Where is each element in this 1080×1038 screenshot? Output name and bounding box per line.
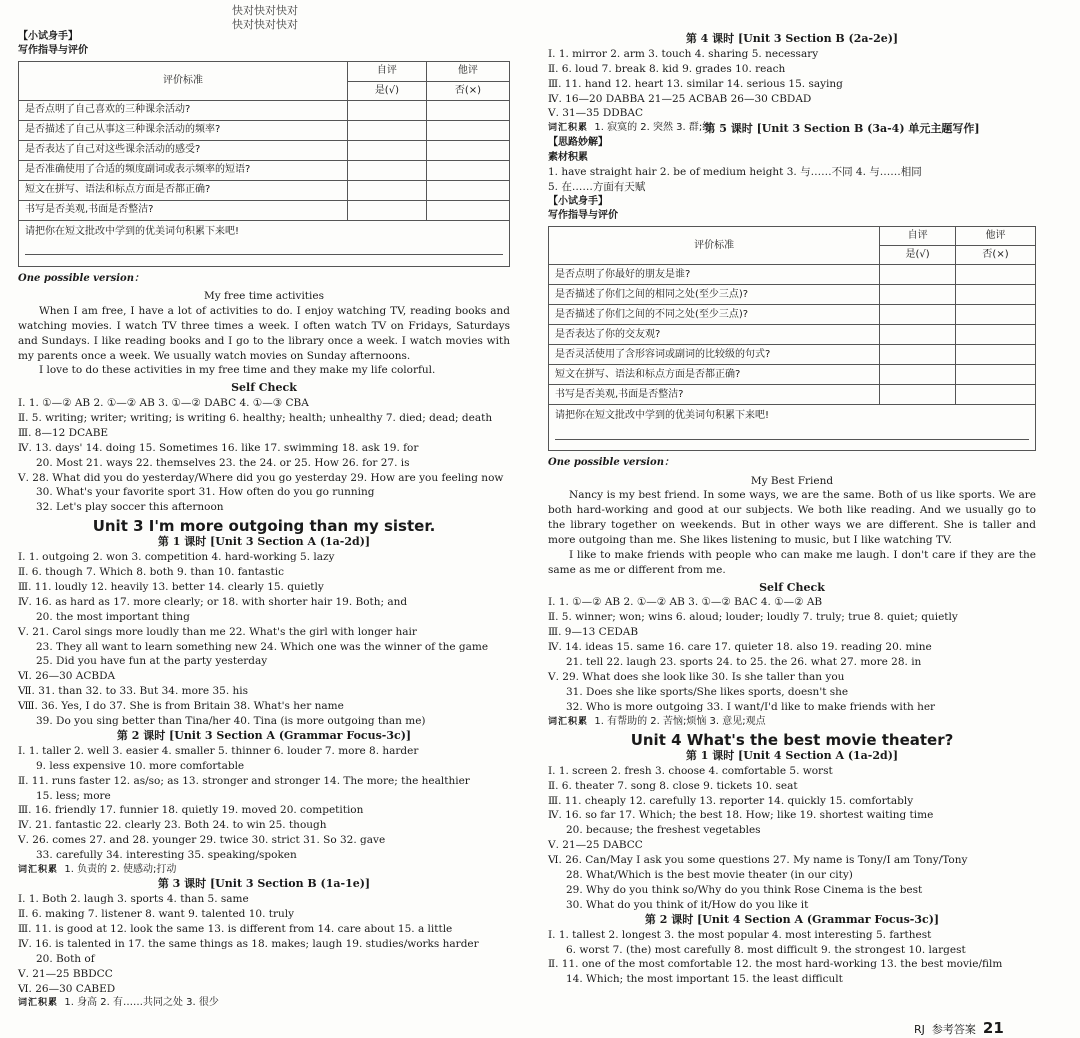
table-row [19, 180, 510, 200]
lesson-heading: 第 1 课时 [Unit 4 Section A (1a-2d)] [685, 748, 899, 762]
answer-line: Ⅳ. 16. is talented in 17. the same things as 18. makes; laugh 19. studies/works harder [18, 937, 479, 950]
answer-line: Ⅲ. 11. loudly 12. heavily 13. better 14. clearly 15. quietly [18, 580, 324, 593]
table-row [549, 325, 1036, 345]
answer-line: 5. 在……方面有天赋 [548, 180, 646, 193]
answer-line: 6. worst 7. (the) most carefully 8. most difficult 9. the strongest 10. largest [566, 943, 966, 956]
no-label: 否(×) [956, 246, 1036, 265]
peer-eval-header: 他评 [956, 226, 1036, 245]
lesson-heading: 第 2 课时 [Unit 3 Section A (Grammar Focus-3c)] [116, 728, 412, 742]
answer-line: Ⅲ. 16. friendly 17. funnier 18. quietly 19. moved 20. competition [18, 804, 364, 817]
watermark-line: 快对快对快对 [232, 4, 298, 17]
one-possible-version-label: One possible version： [548, 457, 674, 469]
vocab-text: 1. 寂寞的 2. 突然 3. 群;组 [594, 122, 713, 134]
lesson-heading: 第 4 课时 [Unit 3 Section B (2a-2e)] [685, 32, 899, 45]
answer-line: Ⅴ. 26. comes 27. and 28. younger 29. twice 30. strict 31. So 32. gave [18, 834, 386, 847]
table-row [549, 265, 1036, 285]
criterion: 是否表达了自己对这些课余活动的感受? [19, 140, 348, 160]
answer-line: 28. What/Which is the best movie theater (in our city) [566, 869, 853, 882]
answer-line: 20. the most important thing [36, 610, 190, 623]
vocab-line [548, 715, 1036, 729]
answer-line: 14. Which; the most important 15. the least difficult [566, 973, 843, 986]
criterion: 是否准确使用了合适的频度副词或表示频率的短语? [19, 160, 348, 180]
criterion: 是否点明了你最好的朋友是谁? [549, 265, 880, 285]
lesson-heading: 第 2 课时 [Unit 4 Section A (Grammar Focus-3c)] [644, 912, 940, 926]
answer-line: Ⅴ. 31—35 DDBAC [548, 107, 643, 120]
table-row [549, 345, 1036, 365]
answer-line: Ⅳ. 21. fantastic 22. clearly 23. Both 24. to win 25. though [18, 819, 327, 832]
answer-line: Ⅴ. 21. Carol sings more loudly than me 22. What's the girl with longer hair [18, 625, 417, 638]
criterion: 书写是否美观,书面是否整洁? [19, 200, 348, 220]
answer-line: 32. Let's play soccer this afternoon [36, 501, 224, 514]
unit-3-title: Unit 3 I'm more outgoing than my sister. [92, 517, 436, 536]
evaluation-table [18, 61, 510, 266]
yes-label: 是(√) [880, 246, 956, 265]
answer-line: Ⅱ. 6. though 7. Which 8. both 9. than 10. fantastic [18, 565, 284, 578]
try-label: 【小试身手】 [548, 195, 608, 207]
answer-line: Ⅰ. 1. taller 2. well 3. easier 4. smaller 5. thinner 6. louder 7. more 8. harder [18, 744, 419, 757]
answer-line: Ⅰ. 1. Both 2. laugh 3. sports 4. than 5. same [18, 893, 249, 906]
one-possible-version-label: One possible version： [18, 272, 144, 284]
footer-label: 参考答案 [931, 1023, 976, 1036]
essay-paragraph: I like to make friends with people who can make me laugh. I don't care if they are the same as me or different from me. [548, 549, 1036, 576]
answer-line: Ⅱ. 6. loud 7. break 8. kid 9. grades 10. reach [548, 62, 786, 75]
answer-line: Ⅰ. 1. outgoing 2. won 3. competition 4. hard-working 5. lazy [18, 551, 335, 564]
self-eval-header: 自评 [880, 226, 956, 245]
answer-line: 31. Does she like sports/She likes sports, doesn't she [566, 685, 849, 698]
left-column [18, 0, 510, 1011]
answer-line: Ⅴ. 21—25 DABCC [548, 839, 643, 852]
answer-line: 20. Both of [36, 952, 95, 965]
answer-line: Ⅳ. 16—20 DABBA 21—25 ACBAB 26—30 CBDAD [548, 92, 812, 105]
criterion: 是否灵活使用了含形容词或副词的比较级的句式? [549, 345, 880, 365]
thinking-label: 【思路妙解】 [548, 137, 608, 149]
answer-line: 20. because; the freshest vegetables [566, 824, 761, 837]
answer-line: 39. Do you sing better than Tina/her 40. Tina (is more outgoing than me) [36, 715, 426, 728]
answer-line: Ⅱ. 11. runs faster 12. as/so; as 13. stronger and stronger 14. The more; the healthier [18, 774, 470, 787]
criterion: 短文在拼写、语法和标点方面是否都正确? [549, 365, 880, 385]
vocab-label: 词汇积累 [18, 865, 59, 876]
table-row [19, 140, 510, 160]
answer-line: Ⅱ. 5. winner; won; wins 6. aloud; louder; loudly 7. truly; true 8. quiet; quietly [548, 611, 958, 624]
answer-line: 30. What's your favorite sport 31. How often do you go running [36, 486, 375, 499]
criterion: 短文在拼写、语法和标点方面是否都正确? [19, 180, 348, 200]
answer-line: Ⅰ. 1. ①—② AB 2. ①—② AB 3. ①—② DABC 4. ①—③ CBA [18, 396, 309, 409]
table-row [19, 200, 510, 220]
answer-line: Ⅲ. 11. is good at 12. look the same 13. is different from 14. care about 15. a little [18, 922, 453, 935]
essay-paragraph: When I am free, I have a lot of activities to do. I enjoy watching TV, reading books and watching movies. I watch TV three times a week. I often watch TV on Fridays, Saturdays and Sundays. I like reading books and I go to the library once a week. I watch movies with my parents once a week. We usually watch movies on Sunday afternoons. [18, 304, 510, 362]
no-label: 否(×) [426, 81, 509, 100]
answer-line: 29. Why do you think so/Why do you think Rose Cinema is the best [566, 884, 923, 897]
guide-label: 写作指导与评价 [548, 209, 618, 221]
answer-line: Ⅴ. 21—25 BBDCC [18, 967, 113, 980]
answer-line: Ⅱ. 6. theater 7. song 8. close 9. tickets 10. seat [548, 779, 798, 792]
lesson-heading: 第 1 课时 [Unit 3 Section A (1a-2d)] [157, 535, 371, 549]
material-label: 素材积累 [548, 151, 588, 163]
answer-line: Ⅳ. 16. as hard as 17. more clearly; or 18. with shorter hair 19. Both; and [18, 595, 408, 608]
answer-line: 21. tell 22. laugh 23. sports 24. to 25. the 26. what 27. more 28. in [566, 656, 922, 669]
page-number: 21 [982, 1019, 1004, 1037]
table-row [549, 305, 1036, 325]
final-note-cell [19, 220, 510, 266]
unit-4-title: Unit 4 What's the best movie theater? [630, 730, 954, 749]
criterion: 是否点明了自己喜欢的三种课余活动? [19, 100, 348, 120]
writing-line [25, 249, 503, 255]
final-note-cell [549, 405, 1036, 451]
table-row [19, 160, 510, 180]
answer-line: 25. Did you have fun at the party yesterday [36, 655, 268, 668]
vocab-text: 1. 有帮助的 2. 苦恼;烦恼 3. 意见;观点 [594, 715, 766, 727]
answer-line: Ⅳ. 16. so far 17. Which; the best 18. How; like 19. shortest waiting time [548, 809, 934, 822]
criterion: 书写是否美观,书面是否整洁? [549, 385, 880, 405]
essay-title: My Best Friend [750, 474, 834, 487]
page-footer [914, 1018, 1004, 1038]
vocab-line [18, 863, 510, 877]
right-column [548, 0, 1036, 987]
self-check-heading: Self Check [759, 580, 825, 594]
table-row [549, 285, 1036, 305]
answer-line: Ⅰ. 1. tallest 2. longest 3. the most popular 4. most interesting 5. farthest [548, 928, 932, 941]
answer-line: Ⅲ. 11. cheaply 12. carefully 13. reporter 14. quickly 15. comfortably [548, 794, 914, 807]
table-row [19, 100, 510, 120]
watermark-line: 快对快对快对 [232, 18, 298, 32]
final-note: 请把你在短文批改中学到的优美词句积累下来吧! [25, 225, 240, 237]
try-label: 【小试身手】 [18, 31, 78, 42]
edition-code: RJ [914, 1023, 925, 1036]
vocab-line [18, 996, 510, 1010]
answer-line: Ⅷ. 36. Yes, I do 37. She is from Britain 38. What's her name [18, 700, 344, 713]
answer-line: Ⅴ. 28. What did you do yesterday/Where did you go yesterday 29. How are you feeling now [18, 471, 504, 484]
final-note: 请把你在短文批改中学到的优美词句积累下来吧! [555, 410, 770, 422]
criterion: 是否表达了你的交友观? [549, 325, 880, 345]
answer-line: Ⅴ. 29. What does she look like 30. Is she taller than you [548, 671, 845, 684]
yes-label: 是(√) [347, 81, 426, 100]
answer-line: 32. Who is more outgoing 33. I want/I'd like to make friends with her [566, 700, 936, 713]
answer-line: 23. They all want to learn something new 24. Which one was the winner of the game [36, 640, 489, 653]
peer-eval-header: 他评 [426, 62, 509, 81]
table-row [549, 365, 1036, 385]
vocab-text: 1. 负责的 2. 使感动;打动 [64, 864, 177, 876]
lesson-heading: 第 3 课时 [Unit 3 Section B (1a-1e)] [157, 877, 371, 891]
answer-line: Ⅱ. 11. one of the most comfortable 12. the most hard-working 13. the best movie/film [548, 958, 1003, 971]
self-eval-header: 自评 [347, 62, 426, 81]
criterion: 是否描述了你们之间的相同之处(至少三点)? [549, 285, 880, 305]
answer-line: Ⅲ. 11. hand 12. heart 13. similar 14. serious 15. saying [548, 77, 843, 90]
answer-line: 9. less expensive 10. more comfortable [36, 759, 245, 772]
essay-paragraph: Nancy is my best friend. In some ways, we are the same. Both of us like sports. We are both hard-working and good at our subjects. We both like reading. And we usually go to the library together on weekends. But in other ways we are different. She is taller and more outgoing than me. She likes listening to music, but I like watching TV. [548, 489, 1036, 547]
table-row [549, 405, 1036, 451]
answer-line: Ⅲ. 8—12 DCABE [18, 426, 109, 439]
criteria-header: 评价标准 [19, 62, 348, 100]
table-row [19, 220, 510, 266]
self-check-heading: Self Check [231, 381, 297, 395]
answer-line: Ⅰ. 1. ①—② AB 2. ①—② AB 3. ①—② BAC 4. ①—② AB [548, 596, 823, 609]
answer-line: Ⅰ. 1. screen 2. fresh 3. choose 4. comfortable 5. worst [548, 764, 833, 777]
answer-line: 30. What do you think of it/How do you like it [566, 898, 809, 911]
answer-line: 1. have straight hair 2. be of medium height 3. 与……不同 4. 与……相同 [548, 165, 922, 178]
vocab-label: 词汇积累 [548, 716, 589, 727]
essay-title: My free time activities [204, 289, 324, 302]
answer-line: Ⅳ. 14. ideas 15. same 16. care 17. quieter 18. also 19. reading 20. mine [548, 641, 932, 654]
answer-line: 15. less; more [36, 789, 111, 802]
lesson-heading: 第 5 课时 [Unit 3 Section B (3a-4) 单元主题写作] [704, 121, 980, 135]
criteria-header: 评价标准 [549, 226, 880, 264]
answer-line: 33. carefully 34. interesting 35. speaking/spoken [36, 849, 297, 862]
answer-line: Ⅰ. 1. mirror 2. arm 3. touch 4. sharing 5. necessary [548, 47, 819, 60]
answer-line: Ⅱ. 6. making 7. listener 8. want 9. talented 10. truly [18, 907, 295, 920]
writing-line [555, 434, 1029, 440]
answer-line: 20. Most 21. ways 22. themselves 23. the 24. or 25. How 26. for 27. is [36, 456, 410, 469]
criterion: 是否描述了你们之间的不同之处(至少三点)? [549, 305, 880, 325]
answer-line: Ⅵ. 26—30 ACBDA [18, 670, 116, 683]
essay-paragraph: I love to do these activities in my free time and they make my life colorful. [39, 364, 436, 377]
vocab-text: 1. 身高 2. 有……共同之处 3. 很少 [64, 997, 219, 1009]
evaluation-table [548, 226, 1036, 451]
answer-line: Ⅵ. 26. Can/May I ask you some questions 27. My name is Tony/I am Tony/Tony [548, 854, 968, 867]
answer-line: Ⅵ. 26—30 CABED [18, 982, 116, 995]
guide-label: 写作指导与评价 [18, 45, 88, 57]
table-row [549, 385, 1036, 405]
vocab-label: 词汇积累 [548, 123, 589, 134]
table-row [19, 120, 510, 140]
criterion: 是否描述了自己从事这三种课余活动的频率? [19, 120, 348, 140]
answer-line: Ⅲ. 9—13 CEDAB [548, 626, 639, 639]
vocab-label: 词汇积累 [18, 998, 59, 1009]
answer-line: Ⅱ. 5. writing; writer; writing; is writing 6. healthy; health; unhealthy 7. died; dead; death [18, 411, 493, 424]
answer-line: Ⅶ. 31. than 32. to 33. But 34. more 35. his [18, 685, 249, 698]
answer-line: Ⅳ. 13. days' 14. doing 15. Sometimes 16. like 17. swimming 18. ask 19. for [18, 441, 419, 454]
